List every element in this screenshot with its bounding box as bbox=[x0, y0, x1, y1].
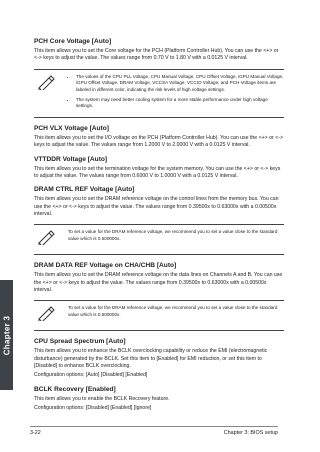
section-paragraph: This item allows you to set the Core voltage for the PCH (Platform Controller Hub). You can use the <+> or <-> keys to adjust the value. The values range from 0.70 V to 1.80 V with a 0.0125 V interval. bbox=[34, 47, 279, 62]
section-heading: DRAM DATA REF Voltage on CHA/CHB [Auto] bbox=[34, 262, 177, 270]
section-paragraph: This item allows you to enable the BCLK Recovery feature. bbox=[34, 395, 170, 402]
chapter-title: Chapter 3: BIOS setup bbox=[223, 430, 278, 436]
note-text: To set a value for the DRAM reference voltage, we recommend you to set a value close to the standard value which is 0.500000x. bbox=[68, 229, 278, 241]
section-heading: PCH Core Voltage [Auto] bbox=[34, 38, 112, 45]
chapter-tab-label: Chapter 3 bbox=[2, 315, 12, 355]
section-heading: CPU Spread Spectrum [Auto] bbox=[34, 338, 126, 346]
section-heading: VTTDDR Voltage [Auto] bbox=[34, 155, 108, 163]
page-number: 3-22 bbox=[30, 430, 41, 436]
section-vttddr-voltage bbox=[34, 156, 284, 181]
section-heading: BCLK Recovery [Enabled] bbox=[34, 385, 116, 393]
section-paragraph: This item allows you to enhance the BCLK overclocking capability or reduce the EMI (electromagnetic disturbance) generated by the BCLK. Set this item to [Enabled] for EMI reduction, or set this item to [Disabled] to enhance BCLK overclocking. bbox=[34, 348, 268, 369]
note-box bbox=[34, 69, 284, 118]
section-paragraph: This item allows you to set the DRAM reference voltage on the control lines from the memory bus. You can use the <+> or <-> keys to adjust the value. The values range from 0.39500x to 0.63000x with a 0.00500x interval. bbox=[34, 196, 279, 217]
note-text: To set a value for the DRAM reference voltage, we recommend you to set a value close to the standard value which is 0.500000x. bbox=[68, 305, 278, 317]
note-item: • The values of the CPU PLL Voltage, CPU Manual Voltage, CPU Offset Voltage, iGPU Manual Voltage, iGPU Offset Voltage, DRAM Voltage, VCCSA Voltage, VCCIO Voltage, and PCH Voltage items are labeled in different color, indicating the risk levels of high voltage settings. bbox=[76, 74, 284, 94]
section-pch-core-voltage bbox=[34, 38, 284, 63]
note-item: • The system may need better cooling system for a more stable performance under high voltage settings. bbox=[76, 97, 284, 110]
config-options: Configuration options: [Disabled] [Enabled] [Ignore] bbox=[34, 405, 152, 411]
note-box bbox=[34, 300, 284, 331]
page-footer bbox=[30, 426, 278, 436]
section-cpu-spread-spectrum bbox=[34, 338, 284, 379]
section-paragraph: This item allows you to set the DRAM reference voltage on the data lines on Channels A and B. You can use the <+> or <-> keys to adjust the value. The values range from 0.39500x to 0.63000x with a 0.00500x interval. bbox=[34, 272, 283, 293]
section-heading: DRAM CTRL REF Voltage [Auto] bbox=[34, 186, 135, 194]
note-box bbox=[34, 224, 284, 255]
chapter-side-tab bbox=[0, 280, 13, 390]
pencil-note-icon bbox=[34, 305, 60, 326]
section-dram-data-ref-voltage bbox=[34, 262, 284, 294]
section-bclk-recovery bbox=[34, 386, 284, 413]
page-content bbox=[34, 38, 284, 418]
section-paragraph: This item allows you to set the termination voltage for the system memory. You can use the <+> or <-> keys to adjust the value. The values range from 0.6000 V to 1.0000 V with a 0.0125 V interval. bbox=[34, 165, 281, 179]
section-pch-vlx-voltage bbox=[34, 125, 284, 150]
pencil-note-icon bbox=[34, 229, 60, 250]
section-heading: PCH VLX Voltage [Auto] bbox=[34, 124, 109, 132]
section-dram-ctrl-ref-voltage bbox=[34, 186, 284, 218]
pencil-note-icon bbox=[34, 74, 60, 95]
section-paragraph: This item allows you to set the I/O voltage on the PCH (Platform Controller Hub). You can use the <+> or <-> keys to adjust the value. The values range from 1.2000 V to 2.0000 V with a 0.0125 V interval. bbox=[34, 134, 283, 149]
config-options: Configuration options: [Auto] [Disabled] [Enabled] bbox=[34, 372, 148, 379]
